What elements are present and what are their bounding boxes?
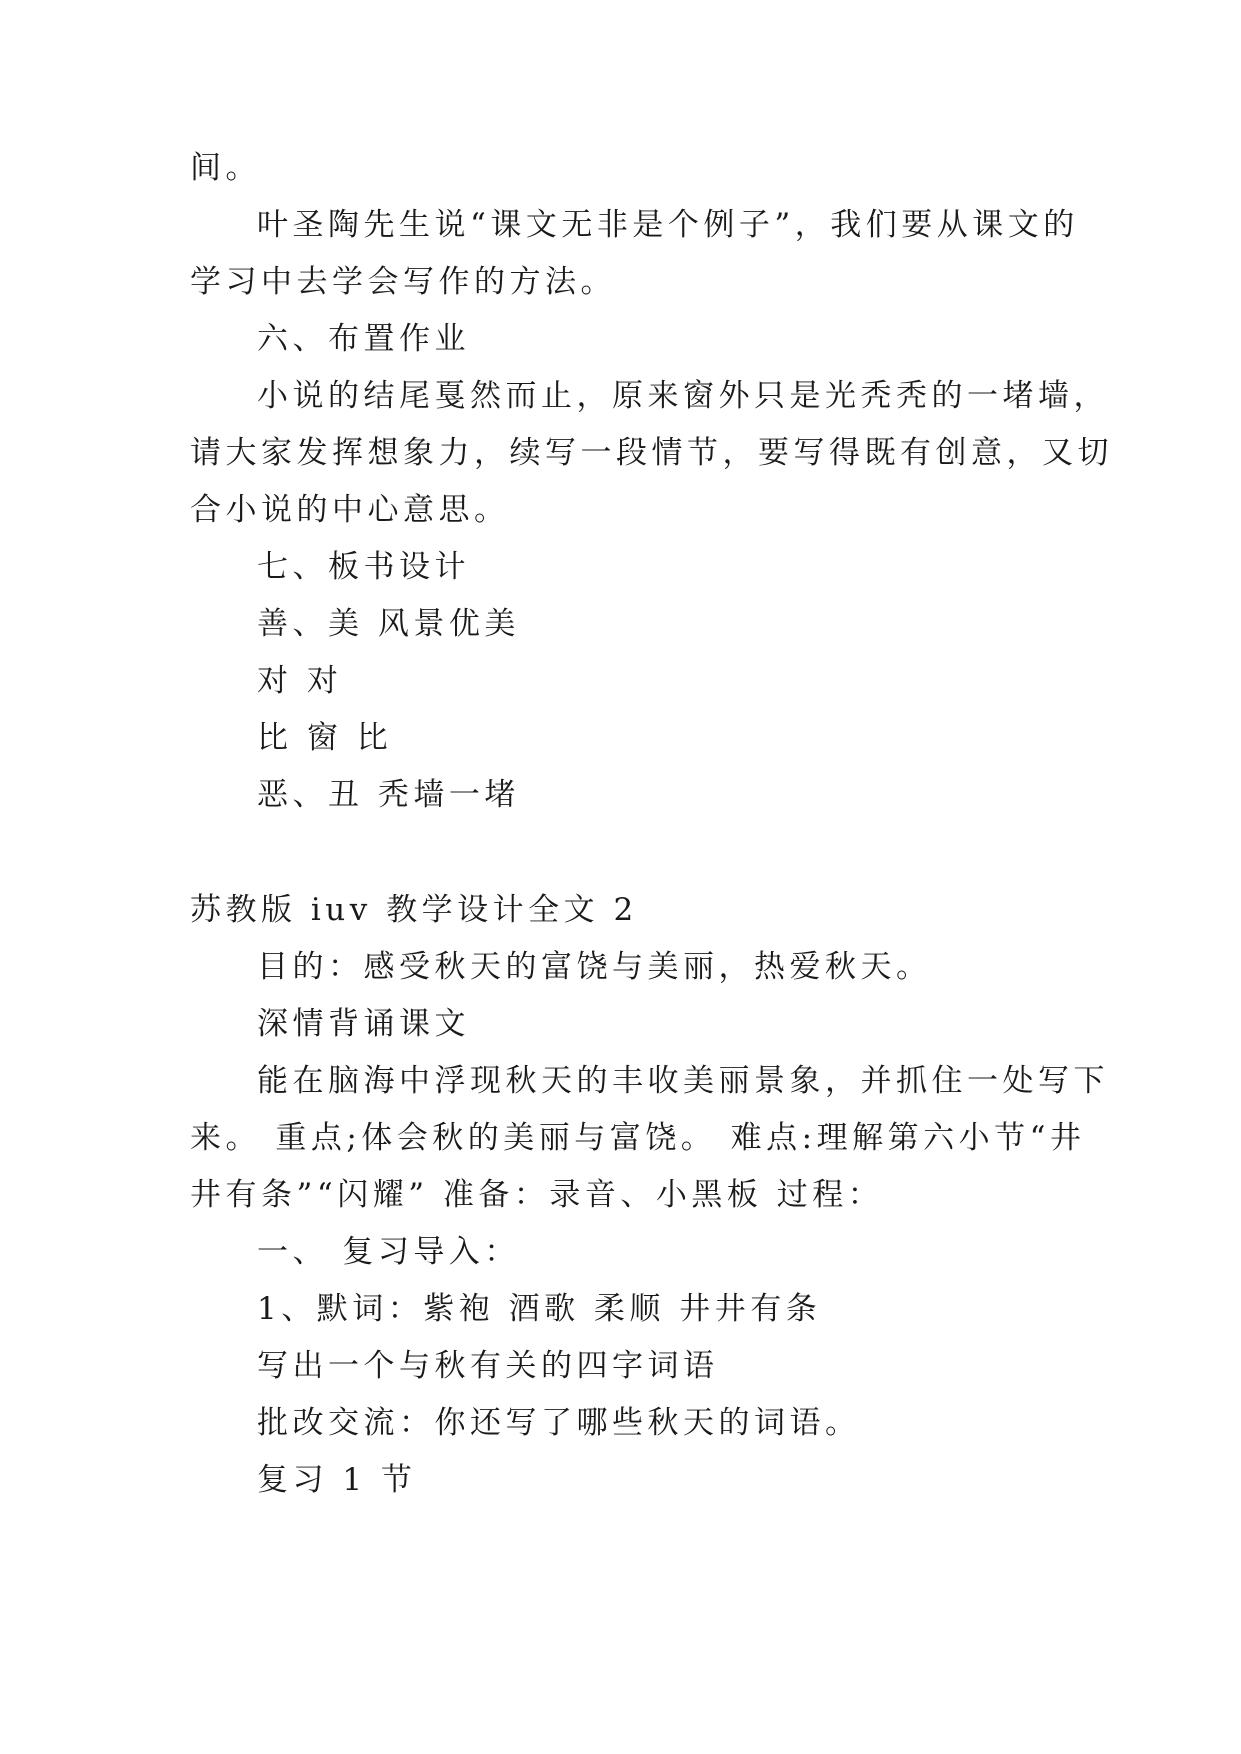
- board-line-3: 比 窗 比: [257, 720, 393, 756]
- paragraph-ability-line-3: 井有条”“闪耀” 准备：录音、小黑板 过程：: [190, 1177, 884, 1213]
- paragraph-homework-line-1: 小说的结尾戛然而止，原来窗外只是光秃秃的一堵墙，: [257, 378, 1109, 414]
- paragraph-continuation: 间。: [190, 150, 261, 186]
- board-line-2: 对 对: [257, 663, 343, 699]
- step-heading-review-intro: 一、 复习导入：: [257, 1234, 520, 1270]
- paragraph-homework-line-2: 请大家发挥想象力，续写一段情节，要写得既有创意，又切: [190, 435, 1113, 471]
- section-heading-board-design: 七、板书设计: [257, 549, 470, 585]
- paragraph-review-section: 复习 1 节: [257, 1462, 417, 1498]
- paragraph-ye-quote-line-2: 学习中去学会写作的方法。: [190, 264, 616, 300]
- section-heading-homework: 六、布置作业: [257, 321, 470, 357]
- paragraph-goal: 目的：感受秋天的富饶与美丽，热爱秋天。: [257, 949, 932, 985]
- paragraph-ability-line-1: 能在脑海中浮现秋天的丰收美丽景象，并抓住一处写下: [257, 1063, 1109, 1099]
- document-title-part-2: 苏教版 iuv 教学设计全文 2: [190, 892, 638, 928]
- paragraph-discussion: 批改交流：你还写了哪些秋天的词语。: [257, 1405, 861, 1441]
- paragraph-dictation: 1、默词：紫袍 酒歌 柔顺 井井有条: [257, 1291, 822, 1327]
- paragraph-ye-quote-line-1: 叶圣陶先生说“课文无非是个例子”，我们要从课文的: [257, 207, 1079, 243]
- board-line-1: 善、美 风景优美: [257, 606, 520, 642]
- paragraph-ability-line-2: 来。 重点;体会秋的美丽与富饶。 难点:理解第六小节“井: [190, 1120, 1086, 1156]
- board-line-4: 恶、丑 秃墙一堵: [257, 777, 520, 813]
- paragraph-recite: 深情背诵课文: [257, 1006, 470, 1042]
- paragraph-homework-line-3: 合小说的中心意思。: [190, 492, 510, 528]
- paragraph-write-idiom: 写出一个与秋有关的四字词语: [257, 1348, 719, 1384]
